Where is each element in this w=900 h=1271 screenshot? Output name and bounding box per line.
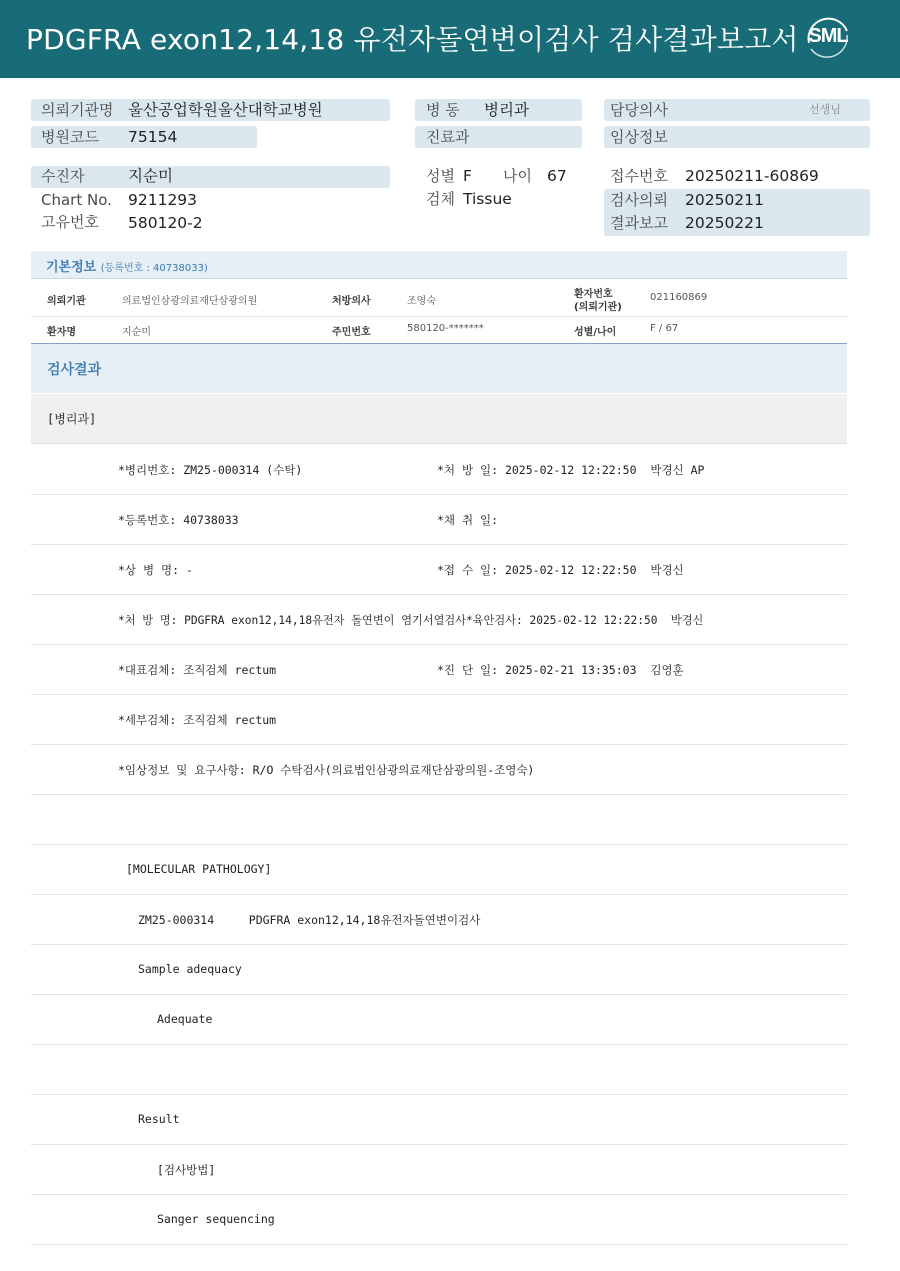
age-value: 67 xyxy=(547,167,567,185)
result-left: *처 방 명: PDGFRA exon12,14,18유전자 돌연변이 염기서열검사*육안검사: 2025-02-12 12:22:50 박경신 xyxy=(118,614,704,627)
result-row xyxy=(31,895,847,945)
hospital-code-value: 75154 xyxy=(128,128,178,146)
doctor-suffix: 선생님 xyxy=(809,103,841,116)
result-left: ZM25-000314 PDGFRA exon12,14,18유전자돌연변이검사 xyxy=(138,913,481,927)
result-row-empty xyxy=(31,1045,847,1095)
basic-info-title-text: 기본정보 xyxy=(46,260,97,275)
rrn-value: 580120-******* xyxy=(407,323,484,334)
name-value: 지순미 xyxy=(122,327,151,338)
sex-value: F xyxy=(463,167,472,185)
result-left: *세부검체: 조직검체 rectum xyxy=(118,713,277,727)
receipt-value: 20250211-60869 xyxy=(685,167,819,185)
ward-label: 병 동 xyxy=(426,101,460,119)
result-left: Sanger sequencing xyxy=(157,1212,275,1226)
result-right: *진 단 일: 2025-02-21 13:35:03 김영훈 xyxy=(437,663,684,677)
result-row xyxy=(31,745,847,795)
report-banner xyxy=(0,0,900,78)
result-right: *처 방 일: 2025-02-12 12:22:50 박경신 AP xyxy=(437,463,705,477)
result-row xyxy=(31,595,847,645)
rrn-key: 주민번호 xyxy=(332,327,371,338)
pathology-dept-header xyxy=(31,394,847,444)
doctor-label: 담당의사 xyxy=(610,101,668,119)
result-left: *임상정보 및 요구사항: R/O 수탁검사(의료법인삼광의료재단삼광의원-조영숙) xyxy=(118,763,535,777)
result-left: *등록번호: 40738033 xyxy=(118,513,239,527)
result-left: [검사방법] xyxy=(157,1163,216,1177)
result-right: *채 취 일: xyxy=(437,513,499,527)
receipt-label: 접수번호 xyxy=(610,167,668,185)
result-right: *접 수 일: 2025-02-12 12:22:50 박경신 xyxy=(437,563,684,577)
result-left: *상 병 명: - xyxy=(118,563,193,577)
hospital-code-label: 병원코드 xyxy=(41,128,99,146)
org-key: 의뢰기관 xyxy=(47,296,86,307)
result-row xyxy=(31,645,847,695)
result-row-empty xyxy=(31,795,847,845)
prescriber-value: 조영숙 xyxy=(407,296,436,307)
logo-text: SML xyxy=(808,25,848,47)
req-date-label: 검사의뢰 xyxy=(610,191,668,209)
prescriber-key: 처방의사 xyxy=(332,296,371,307)
sex-age-value: F / 67 xyxy=(650,323,679,334)
results-header xyxy=(31,343,847,393)
name-key: 환자명 xyxy=(47,327,76,338)
patient-id-value: 021160869 xyxy=(650,292,708,303)
result-row xyxy=(31,845,847,895)
org-value: 의료법인삼광의료재단삼광의원 xyxy=(122,296,258,307)
result-row xyxy=(31,1195,847,1245)
basic-info-row-2 xyxy=(31,317,847,343)
basic-info-title xyxy=(46,256,208,275)
patient-label: 수진자 xyxy=(41,167,85,185)
ward-value: 병리과 xyxy=(484,101,529,119)
age-label: 나이 xyxy=(503,167,532,185)
patient-id-key-1: 환자번호 xyxy=(574,289,613,300)
result-row xyxy=(31,495,847,545)
patient-value: 지순미 xyxy=(128,167,173,185)
report-date-label: 결과보고 xyxy=(610,214,668,232)
basic-info-header xyxy=(31,251,847,279)
pathology-dept-title: [병리과] xyxy=(47,412,97,426)
result-row xyxy=(31,1095,847,1145)
specimen-value: Tissue xyxy=(463,190,512,208)
result-left: *대표검체: 조직검체 rectum xyxy=(118,663,277,677)
unique-label: 고유번호 xyxy=(41,213,99,231)
result-row xyxy=(31,995,847,1045)
result-row xyxy=(31,945,847,995)
request-org-value: 울산공업학원울산대학교병원 xyxy=(128,101,323,119)
result-left: Result xyxy=(138,1112,180,1126)
specimen-label: 검체 xyxy=(426,190,455,208)
basic-info-row-1 xyxy=(31,280,847,317)
result-left: *병리번호: ZM25-000314 (수탁) xyxy=(118,463,303,477)
sex-age-key: 성별/나이 xyxy=(574,327,617,338)
request-org-label: 의뢰기관명 xyxy=(41,101,114,119)
result-left: Adequate xyxy=(157,1012,213,1026)
result-left: [MOLECULAR PATHOLOGY] xyxy=(126,862,272,876)
patient-pill xyxy=(31,166,390,188)
sex-label: 성별 xyxy=(426,167,455,185)
result-row xyxy=(31,695,847,745)
registration-number: (등록번호 : 40738033) xyxy=(100,263,208,274)
result-left: Sample adequacy xyxy=(138,962,242,976)
unique-value: 580120-2 xyxy=(128,214,203,232)
report-date-value: 20250221 xyxy=(685,214,764,232)
chart-value: 9211293 xyxy=(128,191,198,209)
req-date-value: 20250211 xyxy=(685,191,764,209)
result-row xyxy=(31,545,847,595)
result-row xyxy=(31,445,847,495)
patient-id-key-2: (의뢰기관) xyxy=(574,302,622,313)
clinical-label: 임상정보 xyxy=(610,128,668,146)
dept-label: 진료과 xyxy=(426,128,470,146)
results-title: 검사결과 xyxy=(47,362,102,378)
report-title: PDGFRA exon12,14,18 유전자돌연변이검사 검사결과보고서 xyxy=(26,23,799,56)
result-row xyxy=(31,1145,847,1195)
chart-label: Chart No. xyxy=(41,191,112,209)
sml-logo xyxy=(803,13,853,63)
